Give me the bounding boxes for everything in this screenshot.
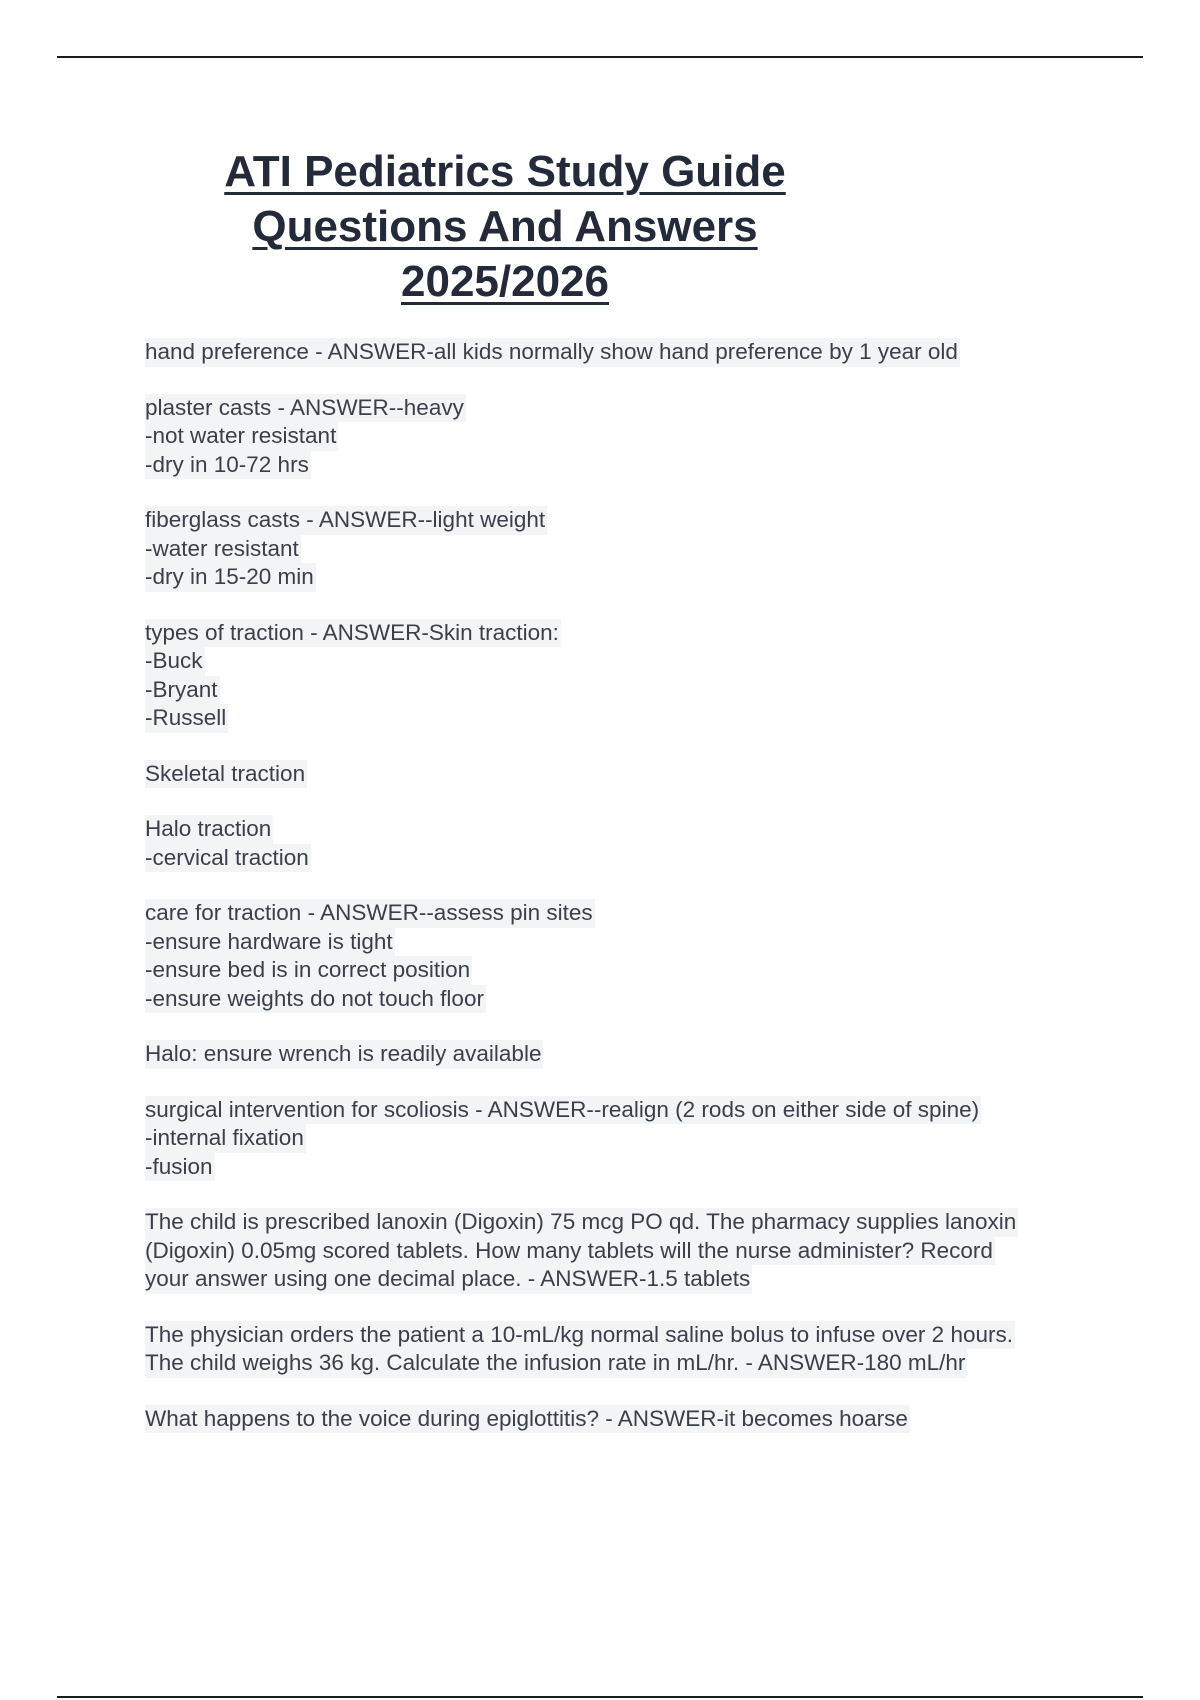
title-line: 2025/2026 [401, 257, 609, 306]
qa-line: What happens to the voice during epiglottitis? - ANSWER-it becomes hoarse [145, 1405, 910, 1434]
qa-entry-skeletal-traction [145, 760, 1105, 789]
qa-list [145, 338, 1105, 1460]
qa-entry-scoliosis-surgery [145, 1096, 1105, 1182]
qa-line: The child is prescribed lanoxin (Digoxin) 75 mcg PO qd. The pharmacy supplies lanoxin [145, 1208, 1018, 1237]
qa-entry-fiberglass-casts [145, 506, 1105, 592]
qa-line: -Russell [145, 704, 228, 733]
qa-line: Halo: ensure wrench is readily available [145, 1040, 543, 1069]
qa-line: plaster casts - ANSWER--heavy [145, 394, 466, 423]
qa-line: surgical intervention for scoliosis - ANSWER--realign (2 rods on either side of spine) [145, 1096, 981, 1125]
qa-line: fiberglass casts - ANSWER--light weight [145, 506, 547, 535]
title-line: ATI Pediatrics Study Guide [224, 147, 786, 196]
qa-entry-epiglottitis [145, 1405, 1105, 1434]
qa-line: -dry in 15-20 min [145, 563, 316, 592]
qa-line: -Buck [145, 647, 205, 676]
qa-line: -not water resistant [145, 422, 338, 451]
qa-entry-hand-preference [145, 338, 1105, 367]
bottom-rule [57, 1696, 1143, 1698]
qa-line: -fusion [145, 1153, 215, 1182]
qa-line: -internal fixation [145, 1124, 306, 1153]
qa-line: The child weighs 36 kg. Calculate the infusion rate in mL/hr. - ANSWER-180 mL/hr [145, 1349, 967, 1378]
qa-line: -ensure weights do not touch floor [145, 985, 486, 1014]
qa-line: Skeletal traction [145, 760, 307, 789]
qa-line: -cervical traction [145, 844, 311, 873]
title-line: Questions And Answers [252, 202, 758, 251]
qa-entry-care-for-traction [145, 899, 1105, 1013]
qa-line: -Bryant [145, 676, 220, 705]
qa-line: The physician orders the patient a 10-mL/kg normal saline bolus to infuse over 2 hours. [145, 1321, 1015, 1350]
qa-line: types of traction - ANSWER-Skin traction: [145, 619, 561, 648]
qa-line: care for traction - ANSWER--assess pin sites [145, 899, 595, 928]
qa-line: hand preference - ANSWER-all kids normally show hand preference by 1 year old [145, 338, 960, 367]
qa-line: your answer using one decimal place. - ANSWER-1.5 tablets [145, 1265, 752, 1294]
qa-line: Halo traction [145, 815, 273, 844]
qa-entry-digoxin-dosage [145, 1208, 1105, 1294]
document-title [140, 144, 870, 309]
qa-entry-plaster-casts [145, 394, 1105, 480]
qa-entry-halo-traction [145, 815, 1105, 872]
qa-entry-types-of-traction [145, 619, 1105, 733]
qa-line: -water resistant [145, 535, 301, 564]
top-rule [57, 56, 1143, 58]
qa-line: -ensure hardware is tight [145, 928, 395, 957]
qa-line: -ensure bed is in correct position [145, 956, 472, 985]
qa-line: -dry in 10-72 hrs [145, 451, 311, 480]
qa-line: (Digoxin) 0.05mg scored tablets. How many tablets will the nurse administer? Record [145, 1237, 995, 1266]
qa-entry-halo-wrench [145, 1040, 1105, 1069]
qa-entry-saline-bolus [145, 1321, 1105, 1378]
